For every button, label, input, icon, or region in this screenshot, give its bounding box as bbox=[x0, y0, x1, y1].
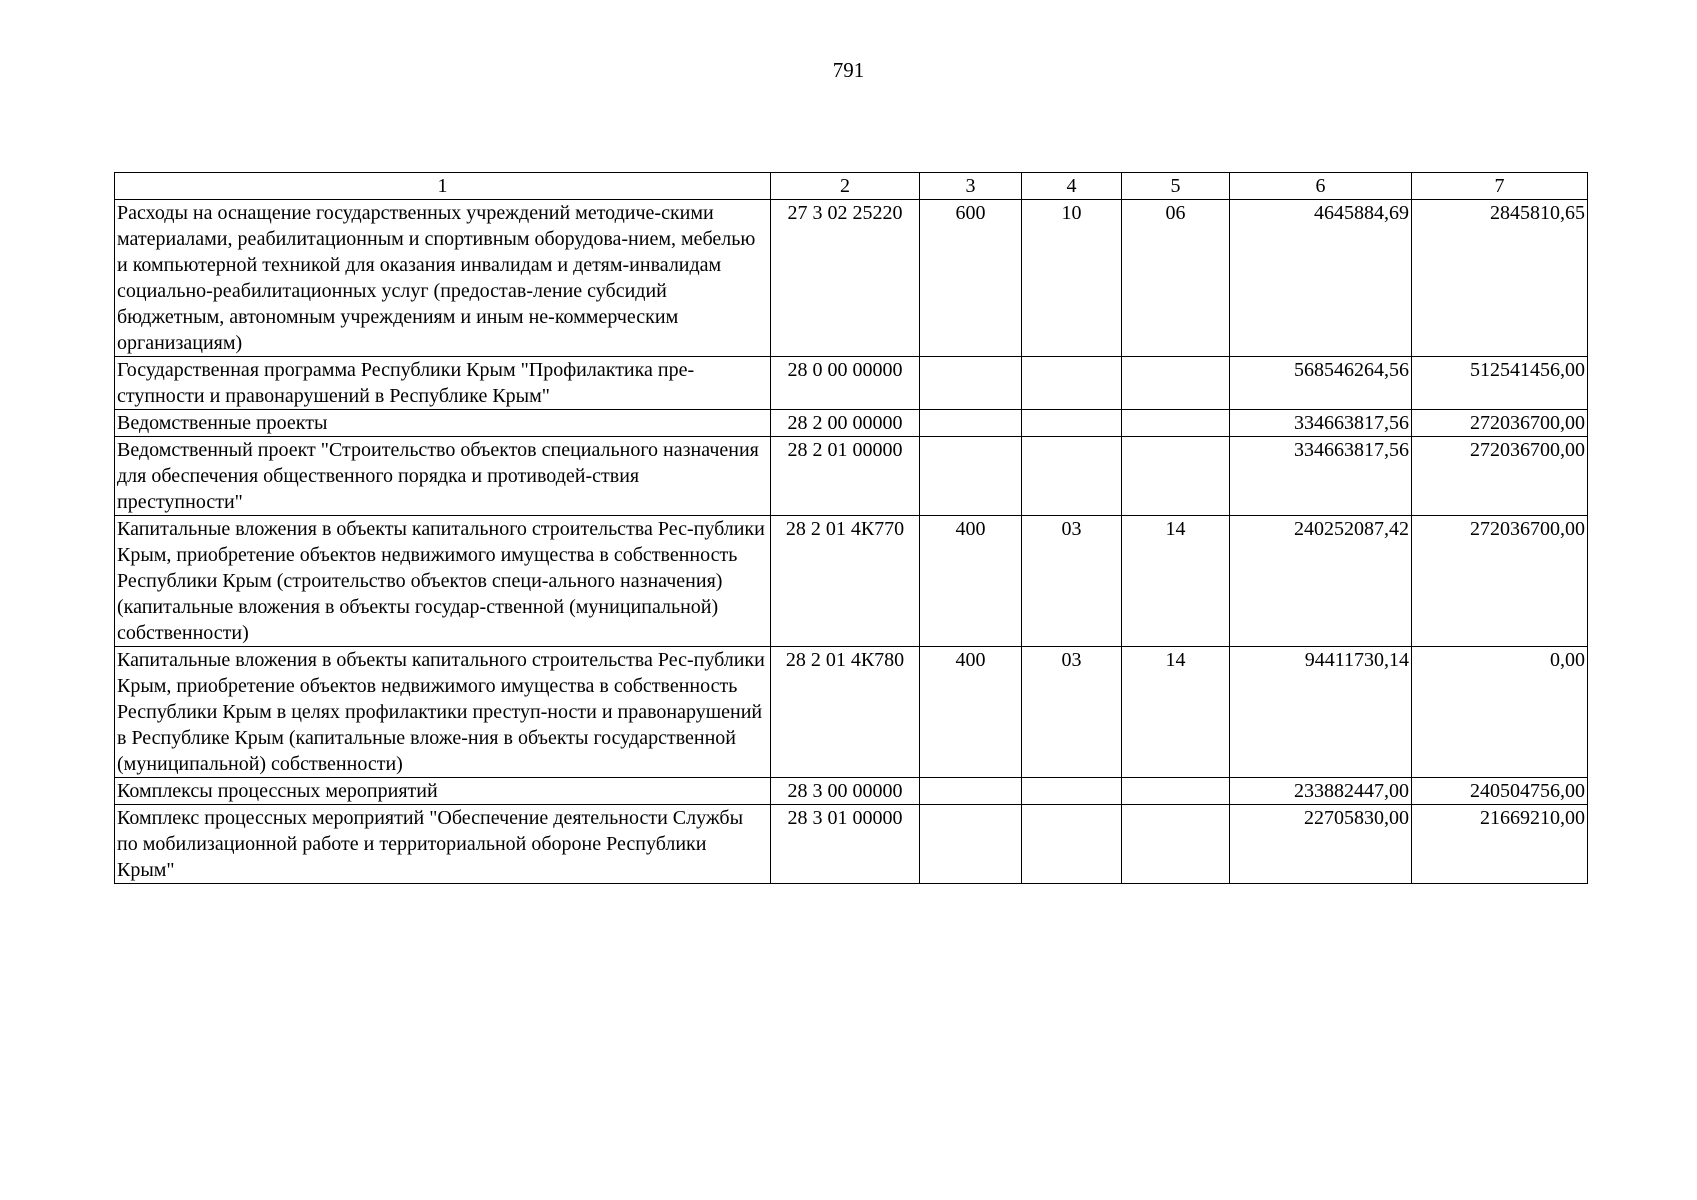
amount-col7: 272036700,00 bbox=[1412, 516, 1588, 647]
column-header: 2 bbox=[771, 173, 920, 200]
budget-code: 28 3 00 00000 bbox=[771, 778, 920, 805]
section-code bbox=[1022, 410, 1122, 437]
expense-type-code bbox=[920, 805, 1022, 884]
table-row bbox=[115, 437, 1588, 516]
amount-col6: 4645884,69 bbox=[1230, 200, 1412, 357]
expense-type-code: 400 bbox=[920, 516, 1022, 647]
column-header: 7 bbox=[1412, 173, 1588, 200]
table-row bbox=[115, 805, 1588, 884]
amount-col7: 21669210,00 bbox=[1412, 805, 1588, 884]
table-header-row bbox=[115, 173, 1588, 200]
budget-code: 28 2 01 4К770 bbox=[771, 516, 920, 647]
table-row bbox=[115, 357, 1588, 410]
subsection-code bbox=[1122, 805, 1230, 884]
subsection-code bbox=[1122, 437, 1230, 516]
subsection-code: 14 bbox=[1122, 647, 1230, 778]
subsection-code: 14 bbox=[1122, 516, 1230, 647]
column-header: 4 bbox=[1022, 173, 1122, 200]
section-code: 03 bbox=[1022, 516, 1122, 647]
column-header: 6 bbox=[1230, 173, 1412, 200]
subsection-code: 06 bbox=[1122, 200, 1230, 357]
column-header: 3 bbox=[920, 173, 1022, 200]
expense-name: Комплексы процессных мероприятий bbox=[115, 778, 771, 805]
budget-code: 28 2 01 4К780 bbox=[771, 647, 920, 778]
expense-type-code bbox=[920, 778, 1022, 805]
budget-code: 28 2 00 00000 bbox=[771, 410, 920, 437]
table-row bbox=[115, 516, 1588, 647]
expense-name: Расходы на оснащение государственных учреждений методиче-скими материалами, реабилитационным и спортивным оборудова-нием, мебелью и компьютерной техникой для оказания инвалидам и детям-инвалидам социально-реабилитационных услуг (предостав-ление субсидий бюджетным, автономным учреждениям и иным не-коммерческим организациям) bbox=[115, 200, 771, 357]
expense-type-code: 600 bbox=[920, 200, 1022, 357]
section-code bbox=[1022, 437, 1122, 516]
budget-code: 28 2 01 00000 bbox=[771, 437, 920, 516]
amount-col6: 334663817,56 bbox=[1230, 410, 1412, 437]
budget-code: 28 3 01 00000 bbox=[771, 805, 920, 884]
budget-code: 28 0 00 00000 bbox=[771, 357, 920, 410]
section-code: 10 bbox=[1022, 200, 1122, 357]
expense-type-code: 400 bbox=[920, 647, 1022, 778]
amount-col7: 0,00 bbox=[1412, 647, 1588, 778]
amount-col7: 272036700,00 bbox=[1412, 437, 1588, 516]
budget-table bbox=[114, 172, 1588, 884]
amount-col7: 240504756,00 bbox=[1412, 778, 1588, 805]
expense-name: Ведомственный проект "Строительство объектов специального назначения для обеспечения общественного порядка и противодей-ствия преступности" bbox=[115, 437, 771, 516]
section-code bbox=[1022, 778, 1122, 805]
amount-col7: 2845810,65 bbox=[1412, 200, 1588, 357]
amount-col6: 94411730,14 bbox=[1230, 647, 1412, 778]
expense-name: Государственная программа Республики Крым "Профилактика пре-ступности и правонарушений в Республике Крым" bbox=[115, 357, 771, 410]
subsection-code bbox=[1122, 357, 1230, 410]
subsection-code bbox=[1122, 778, 1230, 805]
section-code: 03 bbox=[1022, 647, 1122, 778]
amount-col6: 568546264,56 bbox=[1230, 357, 1412, 410]
section-code bbox=[1022, 357, 1122, 410]
budget-code: 27 3 02 25220 bbox=[771, 200, 920, 357]
expense-name: Ведомственные проекты bbox=[115, 410, 771, 437]
table-row bbox=[115, 410, 1588, 437]
amount-col7: 272036700,00 bbox=[1412, 410, 1588, 437]
amount-col6: 22705830,00 bbox=[1230, 805, 1412, 884]
expense-name: Капитальные вложения в объекты капитального строительства Рес-публики Крым, приобретение объектов недвижимого имущества в собственность Республики Крым в целях профилактики преступ-ности и правонарушений в Республике Крым (капитальные вложе-ния в объекты государственной (муниципальной) собственности) bbox=[115, 647, 771, 778]
amount-col6: 240252087,42 bbox=[1230, 516, 1412, 647]
expense-type-code bbox=[920, 410, 1022, 437]
expense-name: Капитальные вложения в объекты капитального строительства Рес-публики Крым, приобретение объектов недвижимого имущества в собственность Республики Крым (строительство объектов специ-ального назначения) (капитальные вложения в объекты государ-ственной (муниципальной) собственности) bbox=[115, 516, 771, 647]
table-row bbox=[115, 647, 1588, 778]
page-number: 791 bbox=[832, 58, 865, 82]
amount-col6: 233882447,00 bbox=[1230, 778, 1412, 805]
subsection-code bbox=[1122, 410, 1230, 437]
expense-type-code bbox=[920, 437, 1022, 516]
column-header: 1 bbox=[115, 173, 771, 200]
section-code bbox=[1022, 805, 1122, 884]
amount-col7: 512541456,00 bbox=[1412, 357, 1588, 410]
column-header: 5 bbox=[1122, 173, 1230, 200]
expense-type-code bbox=[920, 357, 1022, 410]
expense-name: Комплекс процессных мероприятий "Обеспечение деятельности Службы по мобилизационной работе и территориальной обороне Республики Крым" bbox=[115, 805, 771, 884]
amount-col6: 334663817,56 bbox=[1230, 437, 1412, 516]
table-row bbox=[115, 778, 1588, 805]
table-row bbox=[115, 200, 1588, 357]
